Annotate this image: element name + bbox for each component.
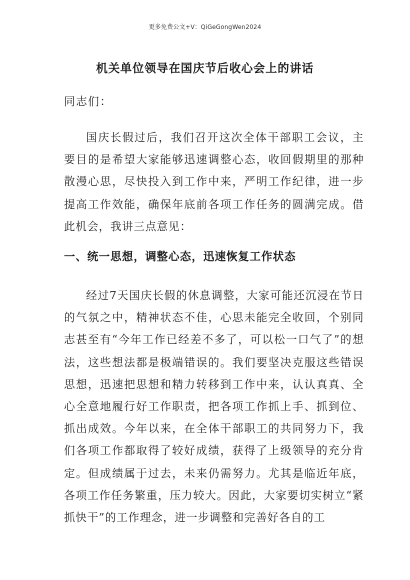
document-title: 机关单位领导在国庆节后收心会上的讲话 (96, 61, 314, 75)
header-watermark-note: 更多免费公文+V：QiGeGongWen2024 (148, 24, 262, 31)
section-1-paragraph: 经过7天国庆长假的休息调整，大家可能还沉浸在节日的气氛之中，精神状态不佳，心思未能完全收回，个别同志甚至有“今年工作已经差不多了，可以松一口气了”的想法，这些想法都是极端错误的。我们要坚决克服这些错误思想，迅速把思想和精力转移到工作中来，认认真真、全心全意地履行好工作职责，把各项工作抓上手、抓到位、抓出成效。今年以来，在全体干部职工的共同努力下，我们各项工作都取得了较好成绩，获得了上级领导的充分肯定。但成绩属于过去，未来仍需努力。尤其是临近年底，各项工作任务繁重，压力较大。因此，大家要切实树立“紧抓快干”的工作理念，进一步调整和完善好各自的工 (64, 289, 364, 525)
salutation: 同志们： (64, 95, 112, 108)
section-heading-1: 一、统一思想，调整心态，迅速恢复工作状态 (64, 250, 296, 263)
intro-paragraph: 国庆长假过后，我们召开这次全体干部职工会议，主要目的是希望大家能够迅速调整心态，收回假期里的那种散漫心思，尽快投入到工作中来，严明工作纪律，进一步提高工作效能，确保年底前各项工作任务的圆满完成。借此机会，我讲三点意见： (64, 131, 364, 233)
